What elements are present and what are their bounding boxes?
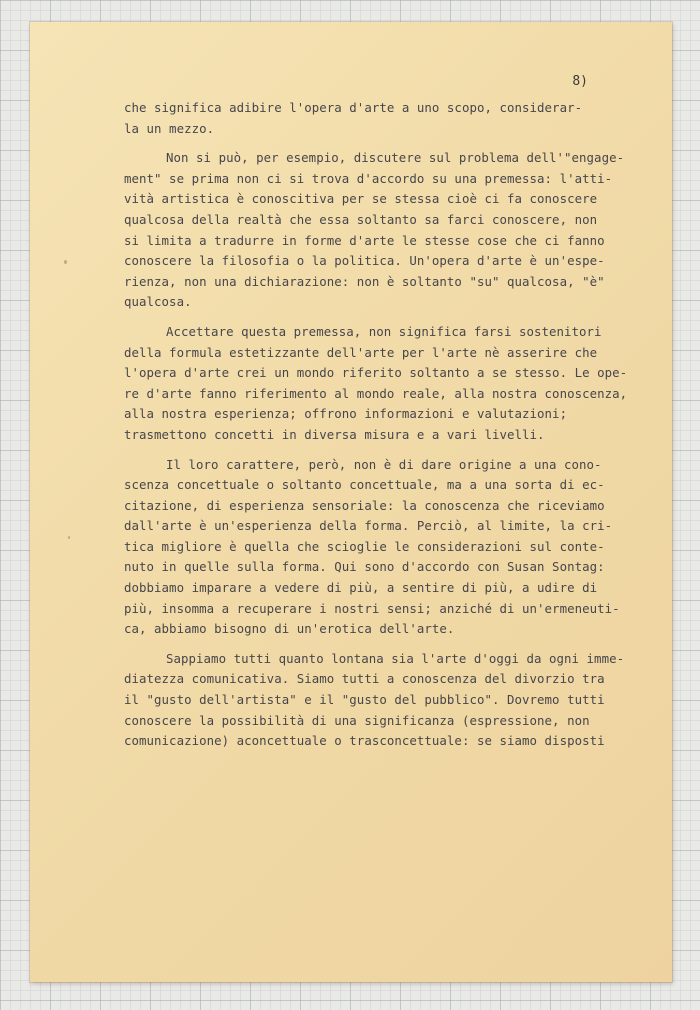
paragraph	[124, 322, 636, 446]
text-line: re d'arte fanno riferimento al mondo reale, alla nostra conoscenza,	[124, 385, 628, 401]
text-line: della formula estetizzante dell'arte per l'arte nè asserire che	[124, 344, 598, 360]
text-line: rienza, non una dichiarazione: non è soltanto "su" qualcosa, "è"	[124, 273, 605, 289]
text-line: alla nostra esperienza; offrono informazioni e valutazioni;	[124, 406, 568, 422]
text-line: citazione, di esperienza sensoriale: la conoscenza che riceviamo	[124, 497, 605, 513]
text-line: conoscere la possibilità di una significanza (espressione, non	[124, 712, 590, 728]
text-line: Accettare questa premessa, non significa farsi sostenitori	[166, 323, 602, 339]
text-line: la un mezzo.	[124, 120, 215, 136]
text-line: ca, abbiamo bisogno di un'erotica dell'arte.	[124, 621, 455, 637]
text-line: dall'arte è un'esperienza della forma. Perciò, al limite, la cri-	[124, 518, 613, 534]
text-line: nuto in quelle sulla forma. Qui sono d'accordo con Susan Sontag:	[124, 559, 605, 575]
paragraph	[124, 455, 636, 640]
text-line: Sappiamo tutti quanto lontana sia l'arte d'oggi da ogni imme-	[166, 650, 625, 666]
text-line: ment" se prima non ci si trova d'accordo su una premessa: l'atti-	[124, 170, 613, 186]
text-line: comunicazione) aconcettuale o trasconcettuale: se siamo disposti	[124, 733, 605, 749]
paragraph	[124, 148, 636, 313]
text-line: si limita a tradurre in forme d'arte le stesse cose che ci fanno	[124, 232, 605, 248]
text-line: il "gusto dell'artista" e il "gusto del pubblico". Dovremo tutti	[124, 692, 605, 708]
paragraph	[124, 649, 636, 752]
text-line: Il loro carattere, però, non è di dare origine a una cono-	[166, 456, 602, 472]
text-line: vità artistica è conoscitiva per se stessa cioè ci fa conoscere	[124, 191, 598, 207]
text-line: conoscere la filosofia o la politica. Un'opera d'arte è un'espe-	[124, 253, 605, 269]
text-line: che significa adibire l'opera d'arte a uno scopo, considerar-	[124, 100, 583, 115]
text-line: tica migliore è quella che scioglie le considerazioni sul conte-	[124, 538, 605, 554]
text-line: qualcosa.	[124, 294, 192, 310]
paper-speck	[64, 260, 67, 264]
text-line: l'opera d'arte crei un mondo riferito soltanto a se stesso. Le ope-	[124, 365, 628, 381]
body-text	[124, 98, 636, 761]
page-number: 8)	[572, 74, 588, 89]
text-line: qualcosa della realtà che essa soltanto sa farci conoscere, non	[124, 211, 598, 227]
typewritten-page	[30, 22, 672, 982]
text-line: Non si può, per esempio, discutere sul problema dell'"engage-	[166, 150, 625, 166]
text-line: più, insomma a recuperare i nostri sensi; anziché di un'ermeneuti-	[124, 600, 620, 616]
text-line: scenza concettuale o soltanto concettuale, ma a una sorta di ec-	[124, 477, 605, 493]
text-line: diatezza comunicativa. Siamo tutti a conoscenza del divorzio tra	[124, 671, 605, 687]
paper-speck	[68, 536, 70, 539]
text-line: trasmettono concetti in diversa misura e a vari livelli.	[124, 426, 545, 442]
text-line: dobbiamo imparare a vedere di più, a sentire di più, a udire di	[124, 580, 598, 596]
paragraph	[124, 98, 636, 139]
